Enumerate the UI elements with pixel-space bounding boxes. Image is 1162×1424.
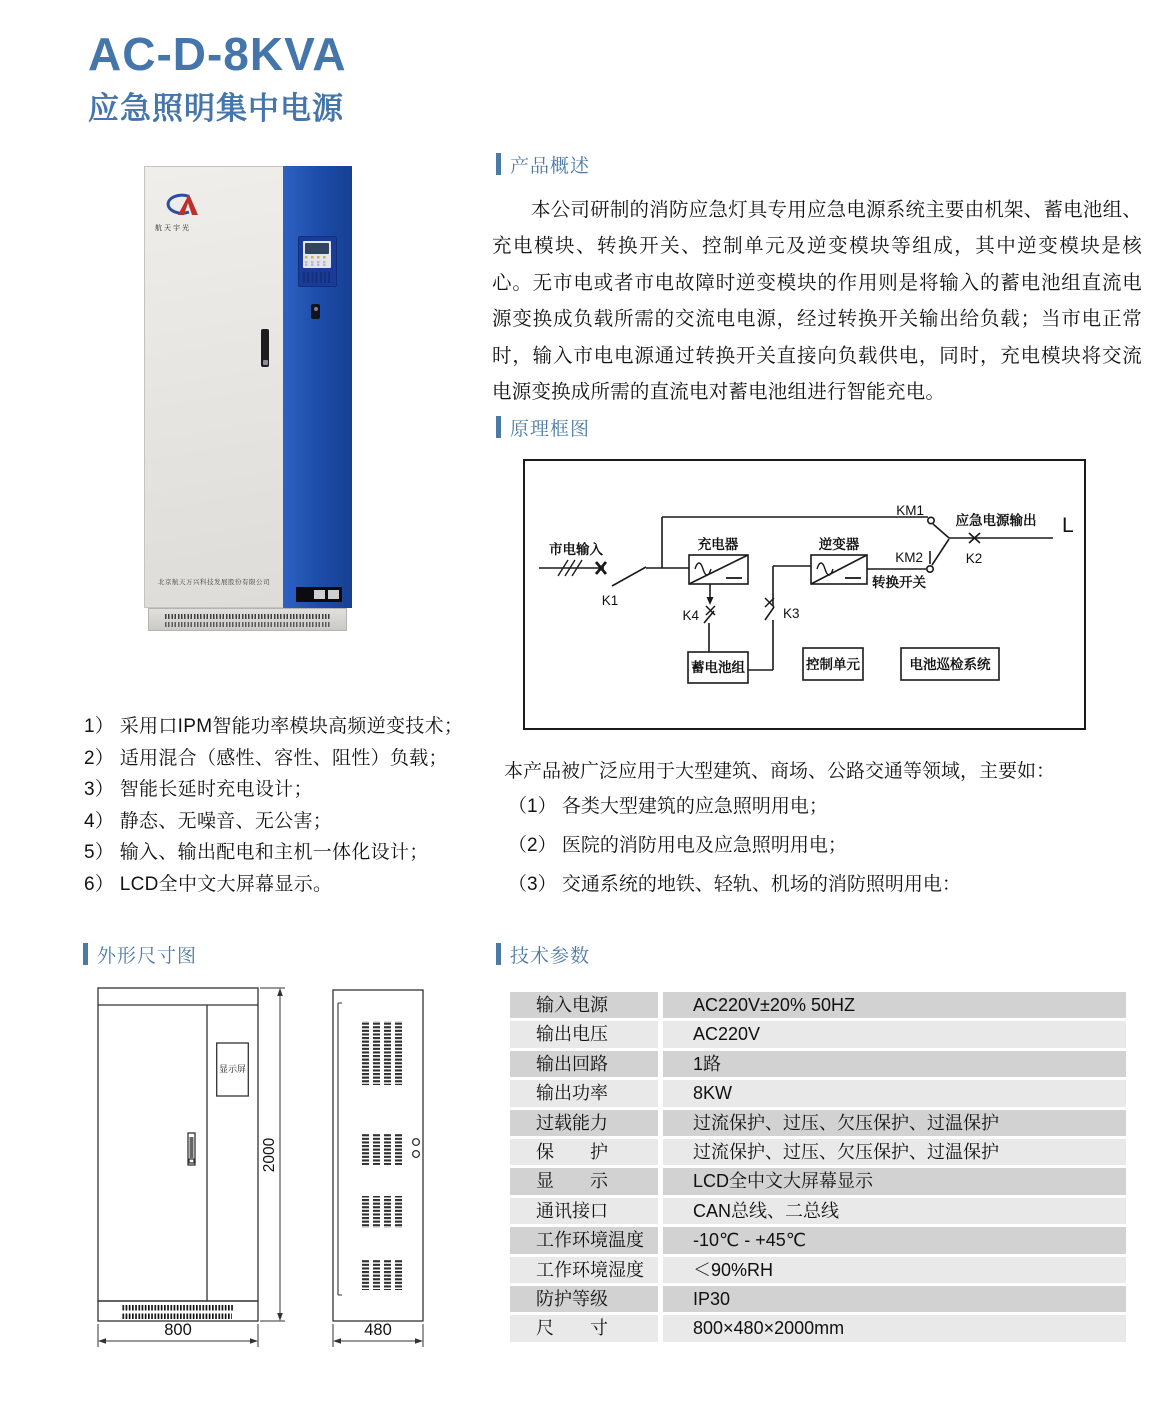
label-line: L <box>1062 514 1074 537</box>
spec-row <box>510 1286 1126 1312</box>
feature-item: 4） 静态、无噪音、无公害； <box>84 810 333 832</box>
front-view <box>98 988 258 1321</box>
spec-row <box>510 1198 1126 1224</box>
spec-value: AC220V <box>663 1021 1126 1047</box>
vent-grilles <box>362 1021 402 1290</box>
base-vent-strip <box>165 614 330 619</box>
spec-label: 防护等级 <box>510 1286 658 1312</box>
label-km1: KM1 <box>896 503 924 518</box>
heading-bar <box>83 943 88 965</box>
cabinet-blue-panel <box>283 166 352 608</box>
spec-label: 显 示 <box>510 1168 658 1194</box>
feature-item: 6） LCD全中文大屏幕显示。 <box>84 873 333 895</box>
door-lock <box>311 304 320 319</box>
spec-row <box>510 1168 1126 1194</box>
dimension-texts <box>164 1064 392 1339</box>
application-item: （3） 交通系统的地铁、轻轨、机场的消防照明用电： <box>508 874 961 895</box>
application-list <box>504 757 1055 904</box>
page-title-product: 应急照明集中电源 <box>88 91 344 127</box>
spec-row <box>510 1110 1126 1136</box>
feature-item: 2） 适用混合（感性、容性、阻性）负载； <box>84 747 448 769</box>
rating-label <box>296 587 342 602</box>
label-battery: 蓄电池组 <box>691 660 745 675</box>
spec-row <box>510 1021 1126 1047</box>
label-control-unit: 控制单元 <box>806 657 860 672</box>
side-view <box>333 990 423 1321</box>
title-block <box>88 30 347 128</box>
spec-row <box>510 1080 1126 1106</box>
label-k2: K2 <box>965 551 983 566</box>
spec-row <box>510 1257 1126 1283</box>
spec-table <box>510 992 1126 1345</box>
diagram-labels <box>549 512 1037 675</box>
lcd-screen <box>305 243 329 254</box>
feature-list <box>84 711 463 900</box>
lcd-vents <box>303 272 331 283</box>
cabinet-base <box>148 608 347 631</box>
principle-block-diagram <box>522 458 1087 731</box>
spec-value: 8KW <box>663 1080 1126 1106</box>
dimension-drawing <box>84 983 476 1355</box>
dim-height: 2000 <box>261 1137 278 1173</box>
cabinet-door <box>144 166 283 608</box>
spec-value: AC220V±20% 50HZ <box>663 992 1126 1018</box>
base-vent-strip <box>165 622 330 627</box>
heading-bar <box>496 943 501 965</box>
feature-item: 5） 输入、输出配电和主机一体化设计； <box>84 842 429 863</box>
spec-value: 过流保护、过压、欠压保护、过温保护 <box>663 1139 1126 1165</box>
product-photo <box>144 164 352 632</box>
company-nameplate: 北京航天万兴科技发展股份有限公司 <box>158 579 270 586</box>
section-heading-overview <box>496 151 590 177</box>
application-intro: 本产品被广泛应用于大型建筑、商场、公路交通等领域，主要如： <box>504 761 1056 782</box>
spec-label: 保 护 <box>510 1139 658 1165</box>
heading-label: 技术参数 <box>510 945 591 967</box>
label-km2: KM2 <box>895 550 923 565</box>
spec-label: 输入电源 <box>510 992 658 1018</box>
feature-item: 3） 智能长延时充电设计； <box>84 779 313 800</box>
label-inverter: 逆变器 <box>818 537 860 552</box>
application-item: （1） 各类大型建筑的应急照明用电； <box>508 796 828 817</box>
spec-value: IP30 <box>663 1286 1126 1312</box>
spec-row <box>510 1051 1126 1077</box>
label-output: 应急电源输出 <box>955 513 1037 528</box>
label-transfer-switch: 转换开关 <box>872 575 926 590</box>
heading-bar <box>496 153 501 175</box>
spec-label: 过载能力 <box>510 1110 658 1136</box>
spec-value: 800×480×2000mm <box>663 1315 1126 1341</box>
lcd-buttons <box>305 256 329 266</box>
label-mains-input: 市电输入 <box>549 542 603 557</box>
spec-value: LCD全中文大屏幕显示 <box>663 1168 1126 1194</box>
spec-value: ＜90%RH <box>663 1257 1126 1283</box>
spec-value: 1路 <box>663 1051 1126 1077</box>
page-title-model: AC-D-8KVA <box>88 28 347 80</box>
lcd-face <box>303 241 331 268</box>
spec-row <box>510 1139 1126 1165</box>
overview-paragraph: 本公司研制的消防应急灯具专用应急电源系统主要由机架、蓄电池组、充电模块、转换开关、控制单元及逆变模块等组成，其中逆变模块是核心。无市电或者市电故障时逆变模块的作用则是将输入的蓄电池组直流电源变换成负载所需的交流电电源，经过转换开关输出给负载；当市电正常时，输入市电电源通过转换开关直接向负载供电，同时，充电模块将交流电源变换成所需的直流电对蓄电池组进行智能充电。 <box>492 199 1142 404</box>
application-item: （2） 医院的消防用电及应急照明用电； <box>508 835 847 856</box>
label-k1: K1 <box>601 593 619 608</box>
label-k3: K3 <box>783 606 800 621</box>
heading-label: 原理框图 <box>510 418 591 440</box>
section-heading-specs <box>496 941 590 967</box>
label-battery-monitor: 电池巡检系统 <box>909 657 991 672</box>
feature-item: 1） 采用口IPM智能功率模块高频逆变技术； <box>84 716 464 737</box>
label-charger: 充电器 <box>697 537 739 552</box>
spec-value: 过流保护、过压、欠压保护、过温保护 <box>663 1110 1126 1136</box>
heading-label: 产品概述 <box>510 155 591 177</box>
spec-label: 输出功率 <box>510 1080 658 1106</box>
label-display-screen: 显示屏 <box>218 1064 247 1074</box>
spec-label: 输出回路 <box>510 1051 658 1077</box>
heading-label: 外形尺寸图 <box>97 945 198 967</box>
spec-label: 输出电压 <box>510 1021 658 1047</box>
spec-value: CAN总线、二总线 <box>663 1198 1126 1224</box>
heading-bar <box>496 416 501 438</box>
brand-logo-text: 航天宇光 <box>155 225 191 232</box>
spec-label: 工作环境温度 <box>510 1227 658 1253</box>
dim-width: 800 <box>164 1321 192 1339</box>
door-handle <box>261 329 269 367</box>
section-heading-dimensions <box>83 941 197 967</box>
dim-depth: 480 <box>364 1321 392 1339</box>
spec-label: 尺 寸 <box>510 1315 658 1341</box>
lcd-panel <box>298 236 337 287</box>
spec-row <box>510 1227 1126 1253</box>
spec-row <box>510 1315 1126 1341</box>
spec-value: -10℃ - +45℃ <box>663 1227 1126 1253</box>
brand-logo-icon <box>158 191 204 221</box>
section-heading-principle <box>496 414 590 440</box>
spec-row <box>510 992 1126 1018</box>
spec-label: 工作环境湿度 <box>510 1257 658 1283</box>
label-k4: K4 <box>682 608 699 623</box>
spec-label: 通讯接口 <box>510 1198 658 1224</box>
